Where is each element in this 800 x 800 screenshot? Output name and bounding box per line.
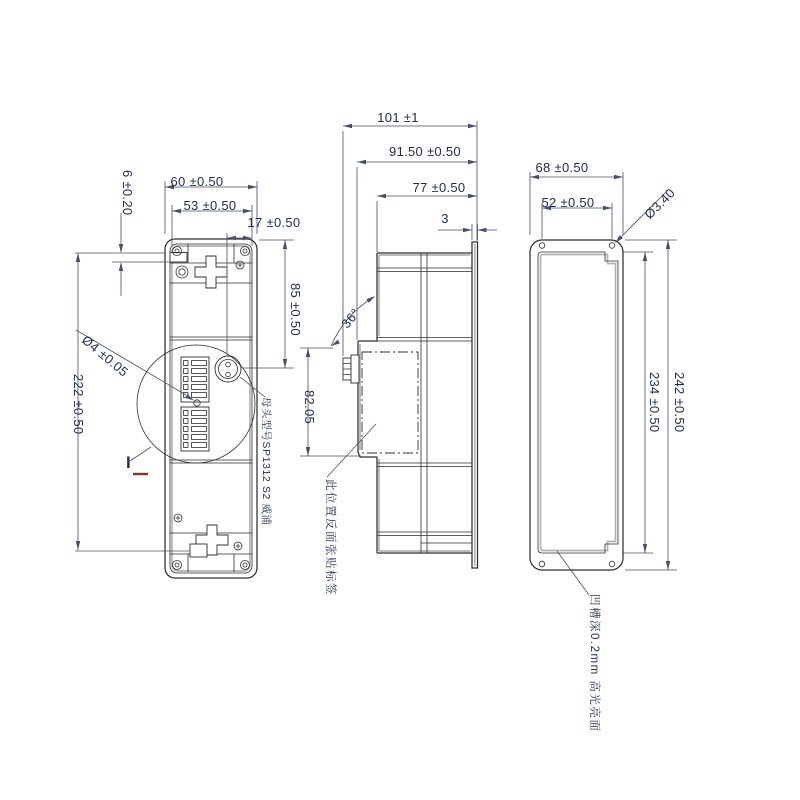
side-view-dimensions <box>300 121 497 477</box>
label-area <box>362 352 418 453</box>
dim-side-depth-body <box>377 194 477 252</box>
screw-heads <box>174 261 244 550</box>
side-dim-depth-body: 77 ±0.50 <box>412 180 466 195</box>
front-dim-height: 222 ±0.50 <box>71 374 86 435</box>
front-detail-label: I <box>126 453 132 472</box>
mounting-holes <box>539 243 615 567</box>
front-dim-width-outer: 60 ±0.50 <box>170 174 224 189</box>
side-dim-label-area-height: 82.05 <box>302 390 317 425</box>
back-dim-groove-height: 234 ±0.50 <box>647 372 662 433</box>
front-connector-note: 母头型号SP1312 S2 威浦 <box>260 397 272 526</box>
front-dim-connector-offset: 17 ±0.50 <box>247 215 301 230</box>
back-view-body <box>530 240 623 570</box>
back-dim-hole-spacing: 52 ±0.50 <box>541 195 595 210</box>
leader-label-note <box>327 424 376 477</box>
back-groove-note: 凹槽深0.2mm 高光亮面 <box>588 594 600 733</box>
side-dim-depth-total: 101 ±1 <box>377 110 419 125</box>
terminal-blocks <box>181 357 209 451</box>
leader-connector-note <box>240 377 265 397</box>
bottom-tab <box>190 544 207 557</box>
leader-groove-note <box>557 551 589 595</box>
circular-connector <box>215 356 241 382</box>
side-dim-flange: 3 <box>441 211 449 226</box>
back-dim-height-outer: 242 ±0.50 <box>672 372 687 433</box>
side-view-body <box>343 242 478 568</box>
side-dim-depth-mid: 91.50 ±0.50 <box>389 144 461 159</box>
front-view-body <box>137 239 257 578</box>
front-dim-notch: 6 ±0.20 <box>120 170 135 216</box>
front-dim-hole: Ø4 ±0.05 <box>79 332 132 380</box>
side-dim-angle: 36° <box>338 305 363 331</box>
back-dim-hole: Ø3.40 <box>641 185 679 222</box>
dim-front-notch <box>112 213 172 296</box>
back-dim-width-outer: 68 ±0.50 <box>535 160 589 175</box>
front-dim-width-inner: 53 ±0.50 <box>183 198 237 213</box>
dim-side-flange <box>438 224 497 240</box>
front-dim-connector-from-top: 85 ±0.50 <box>288 283 303 336</box>
side-label-note: 此位置反面张贴标签 <box>324 479 336 596</box>
